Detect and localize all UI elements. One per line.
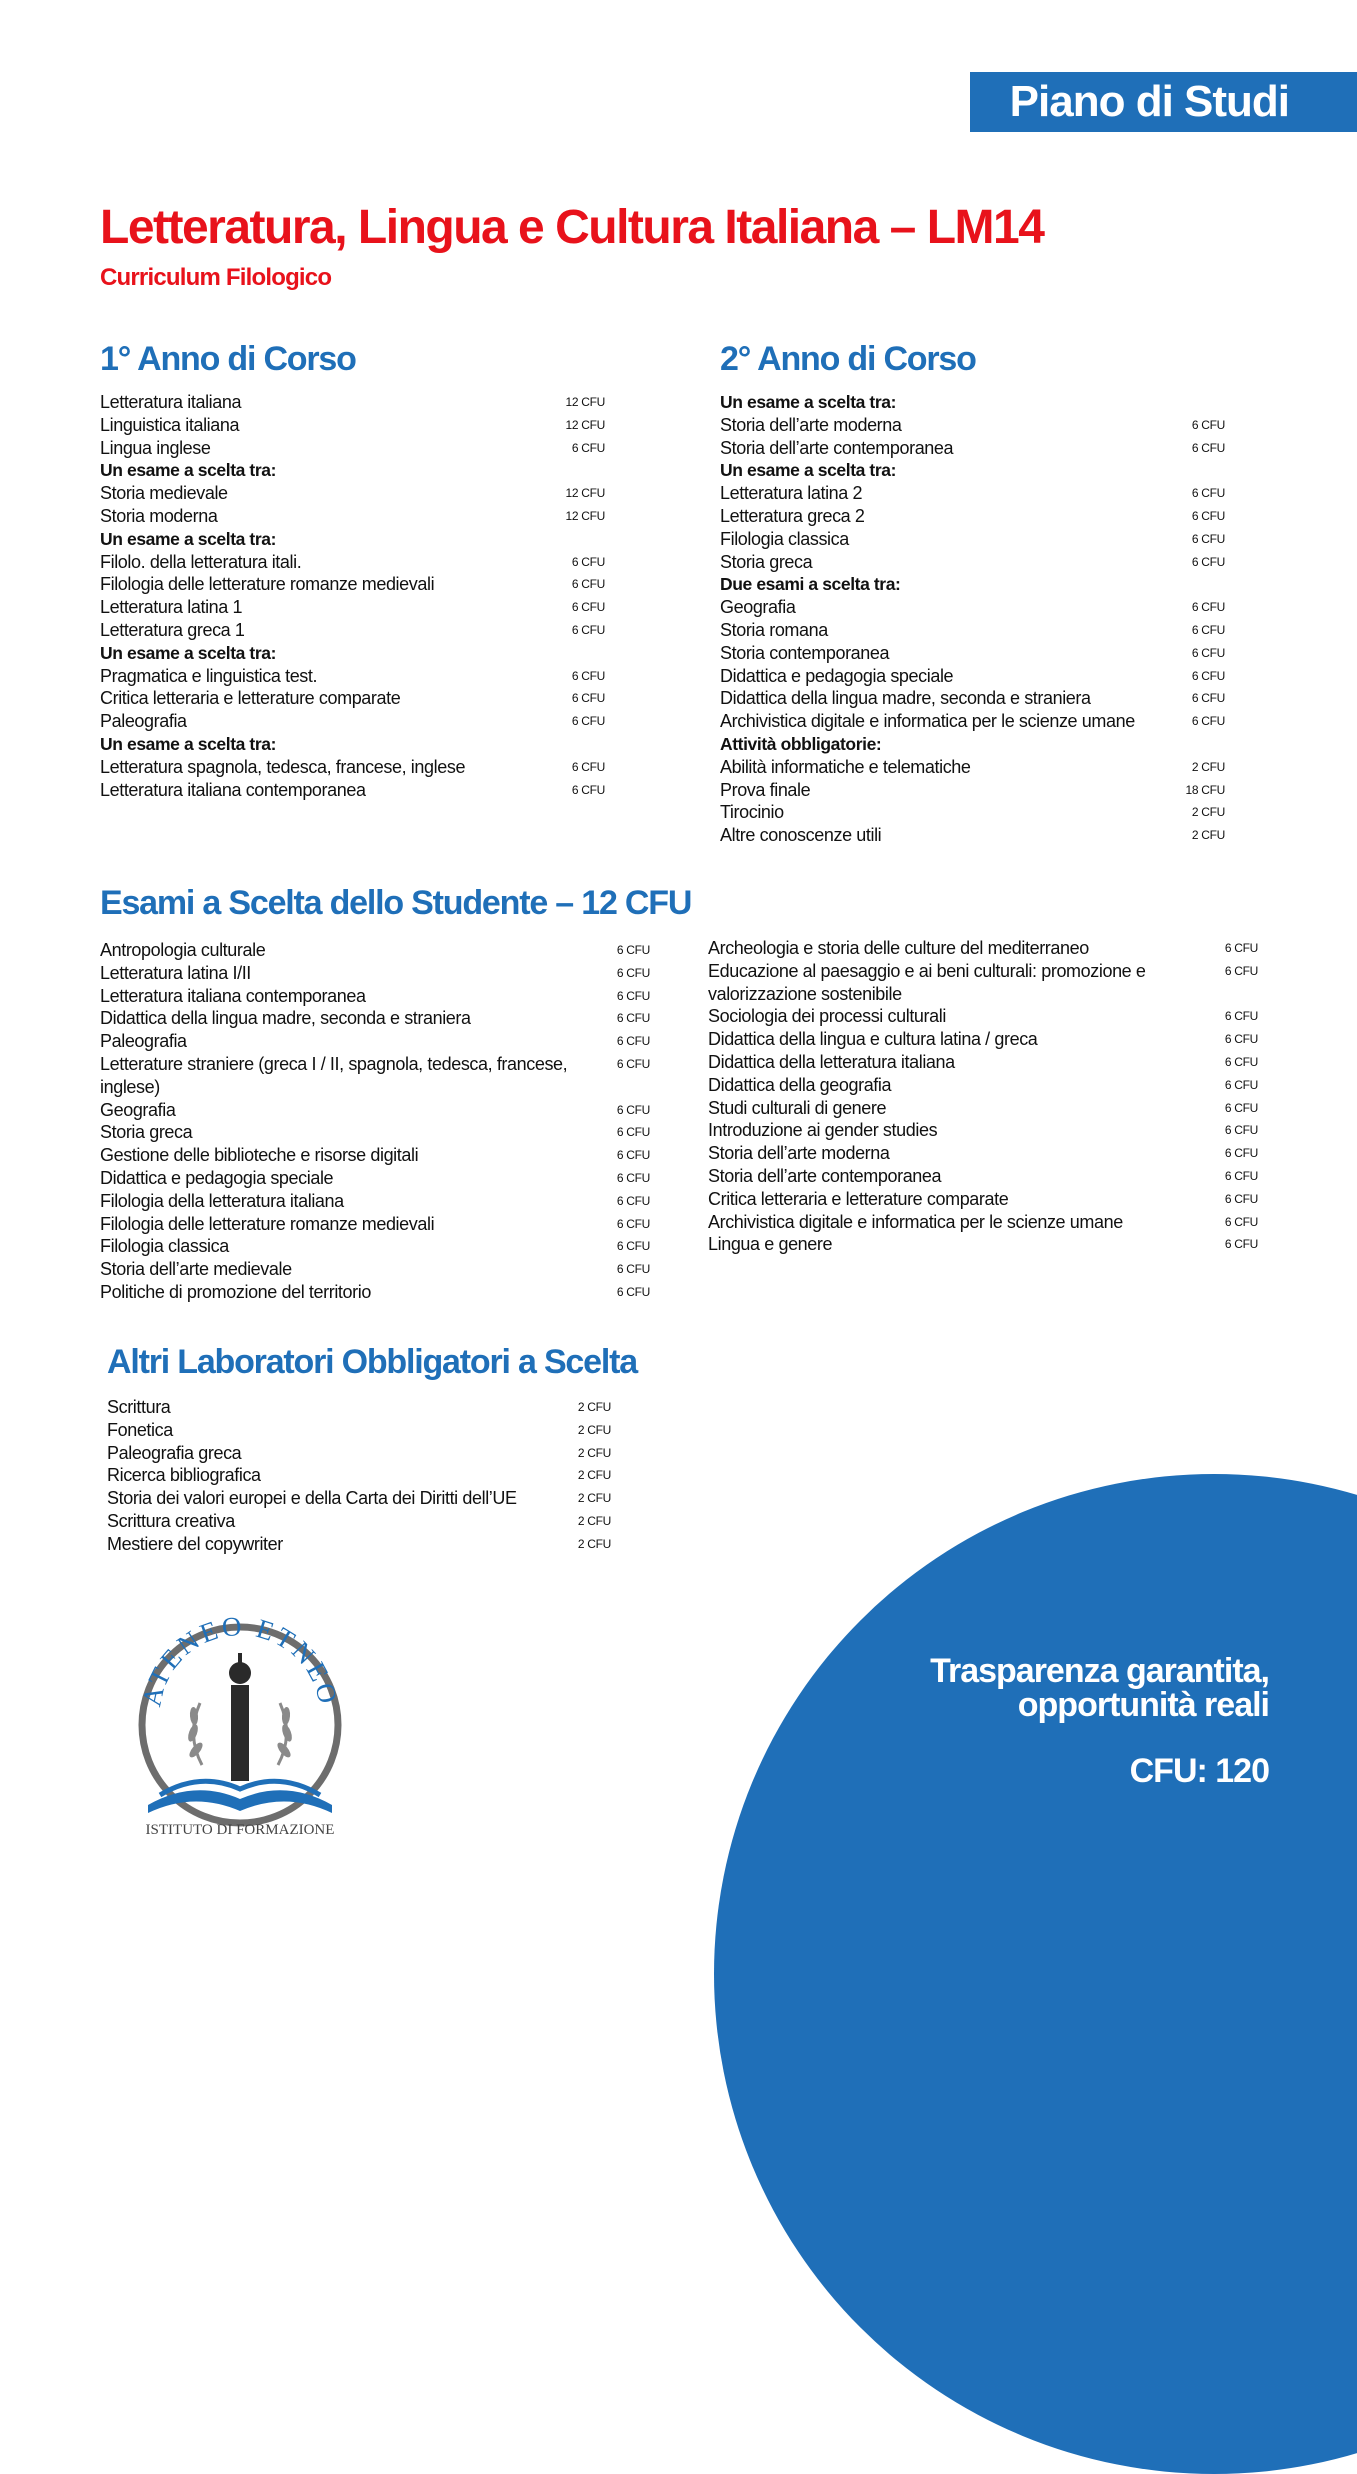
course-name: Educazione al paesaggio e ai beni culturali: promozione e valorizzazione sostenibile (708, 960, 1146, 1004)
course-name: Archivistica digitale e informatica per le scienze umane (708, 1211, 1123, 1232)
electives-title: Esami a Scelta dello Studente – 12 CFU (100, 884, 692, 922)
course-name: Tirocinio (720, 802, 784, 823)
course-row (100, 1167, 650, 1190)
course-cfu: 2 CFU (577, 1422, 611, 1437)
course-name: Un esame a scelta tra: (100, 733, 277, 754)
course-cfu: 6 CFU (616, 1170, 650, 1185)
course-name: Paleografia greca (107, 1442, 242, 1463)
course-row (720, 710, 1225, 733)
course-cfu: 6 CFU (1224, 1032, 1258, 1047)
course-row (720, 756, 1225, 779)
course-name: Filologia della letteratura italiana (100, 1190, 344, 1211)
course-cfu: 6 CFU (616, 1034, 650, 1049)
course-row (708, 1142, 1258, 1165)
course-name: Letteratura italiana contemporanea (100, 779, 366, 800)
course-cfu: 6 CFU (1191, 668, 1225, 683)
course-cfu: 12 CFU (565, 395, 605, 409)
group-header (100, 528, 605, 551)
course-row (720, 619, 1225, 642)
course-cfu: 6 CFU (1191, 600, 1225, 615)
course-cfu: 6 CFU (571, 691, 605, 706)
course-name: Un esame a scelta tra: (720, 460, 897, 481)
header-tag: Piano di Studi (970, 72, 1357, 132)
course-row (708, 1097, 1258, 1120)
course-cfu: 6 CFU (616, 1011, 650, 1026)
course-name: Didattica della geografia (708, 1074, 892, 1095)
course-cfu: 6 CFU (1191, 486, 1225, 501)
course-name: Abilità informatiche e telematiche (720, 756, 971, 777)
course-name: Filologia delle letterature romanze medievali (100, 1213, 435, 1234)
course-cfu: 2 CFU (577, 1468, 611, 1483)
course-name: Geografia (720, 597, 796, 618)
course-name: Altre conoscenze utili (720, 825, 882, 846)
course-name: Filologia classica (720, 528, 849, 549)
course-name: Mestiere del copywriter (107, 1533, 283, 1554)
course-row (720, 528, 1225, 551)
course-cfu: 2 CFU (577, 1491, 611, 1506)
course-row (100, 1258, 650, 1281)
course-name: Storia dei valori europei e della Carta dei Diritti dell’UE (107, 1488, 517, 1509)
course-row (107, 1396, 611, 1419)
course-cfu: 18 CFU (1185, 782, 1225, 797)
group-header (720, 733, 1225, 756)
course-row (720, 687, 1225, 710)
year1-title: 1° Anno di Corso (100, 340, 356, 378)
course-row (100, 1053, 650, 1099)
course-row (708, 1233, 1258, 1256)
course-name: Storia dell’arte moderna (720, 414, 902, 435)
course-cfu: 6 CFU (1191, 645, 1225, 660)
course-cfu: 6 CFU (616, 1262, 650, 1277)
course-name: Didattica della lingua e cultura latina / greca (708, 1029, 1038, 1050)
course-cfu: 6 CFU (616, 988, 650, 1003)
course-cfu: 12 CFU (565, 417, 605, 432)
course-cfu: 2 CFU (1191, 828, 1225, 843)
course-cfu: 6 CFU (616, 1239, 650, 1254)
course-cfu: 12 CFU (565, 508, 605, 523)
course-cfu: 6 CFU (571, 782, 605, 797)
course-row (100, 1213, 650, 1236)
course-name: Filologia classica (100, 1236, 229, 1257)
course-name: Critica letteraria e letterature comparate (100, 688, 401, 709)
course-row (100, 1235, 650, 1258)
course-row (107, 1464, 611, 1487)
course-name: Storia moderna (100, 505, 218, 526)
course-name: Letteratura latina 2 (720, 483, 863, 504)
course-cfu: 2 CFU (1191, 759, 1225, 774)
course-name: Storia greca (720, 551, 813, 572)
course-cfu: 6 CFU (616, 1193, 650, 1208)
course-name: Letteratura spagnola, tedesca, francese, inglese (100, 756, 466, 777)
course-row (100, 1007, 650, 1030)
course-name: Politiche di promozione del territorio (100, 1281, 371, 1302)
electives-right-list (708, 937, 1258, 1256)
course-name: Archivistica digitale e informatica per le scienze umane (720, 711, 1135, 732)
course-row (100, 619, 605, 642)
course-cfu: 2 CFU (577, 1400, 611, 1414)
course-row (100, 985, 650, 1008)
group-header (720, 573, 1225, 596)
course-name: Un esame a scelta tra: (100, 460, 277, 481)
course-cfu: 6 CFU (571, 440, 605, 455)
course-row (100, 710, 605, 733)
course-name: Un esame a scelta tra: (100, 642, 277, 663)
group-header (100, 733, 605, 756)
course-row (100, 573, 605, 596)
course-name: Didattica della lingua madre, seconda e straniera (100, 1008, 471, 1029)
ateneo-etneo-logo (120, 1615, 360, 1835)
course-row (100, 962, 650, 985)
course-row (720, 505, 1225, 528)
course-cfu: 6 CFU (1191, 622, 1225, 637)
logo-caption: ISTITUTO DI FORMAZIONE (145, 1822, 335, 1835)
course-row (708, 1119, 1258, 1142)
course-cfu: 6 CFU (571, 759, 605, 774)
course-cfu: 6 CFU (571, 554, 605, 569)
decorative-circle (714, 1474, 1357, 2474)
course-name: Letteratura greca 2 (720, 505, 865, 526)
course-cfu: 6 CFU (571, 600, 605, 615)
page-title: Letteratura, Lingua e Cultura Italiana – LM14 (100, 201, 1044, 254)
course-name: Geografia (100, 1099, 176, 1120)
course-name: Storia medievale (100, 483, 228, 504)
course-row (720, 437, 1225, 460)
course-cfu: 6 CFU (571, 714, 605, 729)
course-name: Storia dell’arte contemporanea (708, 1165, 942, 1186)
course-name: Fonetica (107, 1419, 173, 1440)
course-name: Didattica e pedagogia speciale (720, 665, 954, 686)
course-row (100, 505, 605, 528)
course-name: Lingua e genere (708, 1234, 833, 1255)
course-row (708, 1074, 1258, 1097)
course-cfu: 12 CFU (565, 486, 605, 501)
course-name: Letteratura latina 1 (100, 597, 243, 618)
course-cfu: 6 CFU (1224, 1100, 1258, 1115)
labs-title: Altri Laboratori Obbligatori a Scelta (107, 1343, 637, 1381)
course-cfu: 6 CFU (1224, 1054, 1258, 1069)
course-row (100, 482, 605, 505)
course-name: Storia dell’arte contemporanea (720, 437, 954, 458)
course-row (100, 414, 605, 437)
course-name: Antropologia culturale (100, 940, 266, 960)
course-name: Filologia delle letterature romanze medievali (100, 574, 435, 595)
labs-list (107, 1396, 611, 1556)
course-cfu: 6 CFU (1224, 1077, 1258, 1092)
course-cfu: 6 CFU (1191, 554, 1225, 569)
year2-list (720, 391, 1225, 847)
slogan-line-2: opportunità reali (1017, 1686, 1269, 1724)
course-name: Letterature straniere (greca I / II, spagnola, tedesca, francese, inglese) (100, 1053, 568, 1097)
course-cfu: 6 CFU (616, 1216, 650, 1231)
course-name: Lingua inglese (100, 437, 211, 458)
course-row (100, 1190, 650, 1213)
course-name: Scrittura (107, 1397, 171, 1417)
course-name: Studi culturali di genere (708, 1097, 887, 1118)
group-header (100, 459, 605, 482)
course-cfu: 6 CFU (571, 622, 605, 637)
course-name: Storia dell’arte moderna (708, 1143, 890, 1164)
course-row (720, 824, 1225, 847)
course-cfu: 6 CFU (1191, 714, 1225, 729)
course-row (100, 1099, 650, 1122)
course-name: Archeologia e storia delle culture del mediterraneo (708, 938, 1089, 958)
course-cfu: 6 CFU (1191, 417, 1225, 432)
course-row (708, 1211, 1258, 1234)
total-cfu: CFU: 120 (1129, 1752, 1269, 1790)
course-row (720, 665, 1225, 688)
course-row (107, 1419, 611, 1442)
course-row (100, 779, 605, 802)
course-cfu: 2 CFU (577, 1513, 611, 1528)
course-row (107, 1510, 611, 1533)
course-cfu: 6 CFU (616, 1284, 650, 1299)
course-cfu: 6 CFU (1224, 1214, 1258, 1229)
course-name: Filolo. della letteratura itali. (100, 551, 302, 572)
slogan (930, 1654, 1269, 1722)
course-cfu: 6 CFU (1224, 1146, 1258, 1161)
course-row (708, 1188, 1258, 1211)
course-name: Didattica della lingua madre, seconda e straniera (720, 688, 1091, 709)
course-cfu: 6 CFU (571, 668, 605, 683)
course-row (100, 437, 605, 460)
course-name: Prova finale (720, 779, 811, 800)
year1-list (100, 391, 605, 801)
course-row (720, 801, 1225, 824)
course-row (107, 1442, 611, 1465)
course-row (720, 779, 1225, 802)
course-row (720, 642, 1225, 665)
course-name: Paleografia (100, 711, 187, 732)
course-name: Letteratura italiana (100, 392, 242, 412)
course-row (100, 1281, 650, 1304)
course-cfu: 6 CFU (616, 1102, 650, 1117)
course-row (100, 756, 605, 779)
course-name: Linguistica italiana (100, 414, 240, 435)
course-row (708, 937, 1258, 960)
course-cfu: 2 CFU (577, 1536, 611, 1551)
course-name: Storia contemporanea (720, 642, 890, 663)
page-subtitle: Curriculum Filologico (100, 264, 332, 291)
course-name: Pragmatica e linguistica test. (100, 665, 318, 686)
course-name: Introduzione ai gender studies (708, 1120, 938, 1141)
course-cfu: 6 CFU (616, 1148, 650, 1163)
course-cfu: 6 CFU (1224, 1191, 1258, 1206)
course-cfu: 2 CFU (1191, 805, 1225, 820)
course-name: Due esami a scelta tra: (720, 574, 901, 595)
course-name: Critica letteraria e letterature comparate (708, 1188, 1009, 1209)
course-row (720, 414, 1225, 437)
year2-title: 2° Anno di Corso (720, 340, 976, 378)
course-name: Ricerca bibliografica (107, 1465, 261, 1486)
course-cfu: 6 CFU (616, 943, 650, 957)
course-row (100, 1030, 650, 1053)
course-cfu: 6 CFU (616, 1056, 650, 1071)
logo-arc-text: ATENEO ETNEO (136, 1615, 344, 1710)
course-name: Un esame a scelta tra: (100, 528, 277, 549)
course-cfu: 6 CFU (1224, 1237, 1258, 1252)
course-row (708, 1005, 1258, 1028)
course-row (100, 596, 605, 619)
course-cfu: 6 CFU (1191, 691, 1225, 706)
group-header (720, 459, 1225, 482)
group-header (720, 391, 1225, 414)
course-row (100, 391, 605, 414)
course-row (100, 665, 605, 688)
course-name: Storia romana (720, 619, 828, 640)
course-name: Storia greca (100, 1122, 193, 1143)
course-row (720, 482, 1225, 505)
course-row (100, 1144, 650, 1167)
course-row (100, 687, 605, 710)
course-row (720, 596, 1225, 619)
course-row (100, 939, 650, 962)
course-name: Letteratura italiana contemporanea (100, 985, 366, 1006)
course-cfu: 6 CFU (1224, 941, 1258, 955)
course-cfu: 6 CFU (1224, 1168, 1258, 1183)
course-cfu: 6 CFU (1224, 963, 1258, 978)
course-cfu: 6 CFU (571, 577, 605, 592)
course-row (708, 960, 1258, 1006)
slogan-line-1: Trasparenza garantita, (930, 1652, 1269, 1690)
course-name: Letteratura greca 1 (100, 619, 245, 640)
course-cfu: 6 CFU (1224, 1123, 1258, 1138)
course-row (107, 1533, 611, 1556)
course-cfu: 6 CFU (1224, 1009, 1258, 1024)
course-name: Un esame a scelta tra: (720, 392, 897, 412)
course-row (720, 551, 1225, 574)
course-cfu: 6 CFU (616, 965, 650, 980)
course-name: Paleografia (100, 1031, 187, 1052)
course-name: Scrittura creativa (107, 1510, 235, 1531)
course-row (100, 551, 605, 574)
course-name: Storia dell’arte medievale (100, 1259, 292, 1280)
course-cfu: 6 CFU (1191, 508, 1225, 523)
course-row (708, 1165, 1258, 1188)
course-row (107, 1487, 611, 1510)
course-name: Didattica e pedagogia speciale (100, 1167, 334, 1188)
course-cfu: 6 CFU (616, 1125, 650, 1140)
course-cfu: 6 CFU (1191, 531, 1225, 546)
course-name: Letteratura latina I/II (100, 962, 251, 983)
course-row (708, 1028, 1258, 1051)
course-name: Gestione delle biblioteche e risorse digitali (100, 1145, 419, 1166)
course-name: Didattica della letteratura italiana (708, 1051, 955, 1072)
group-header (100, 642, 605, 665)
course-name: Sociologia dei processi culturali (708, 1006, 946, 1027)
course-cfu: 6 CFU (1191, 440, 1225, 455)
course-row (708, 1051, 1258, 1074)
course-row (100, 1121, 650, 1144)
course-cfu: 2 CFU (577, 1445, 611, 1460)
course-name: Attività obbligatorie: (720, 733, 882, 754)
electives-left-list (100, 939, 650, 1304)
